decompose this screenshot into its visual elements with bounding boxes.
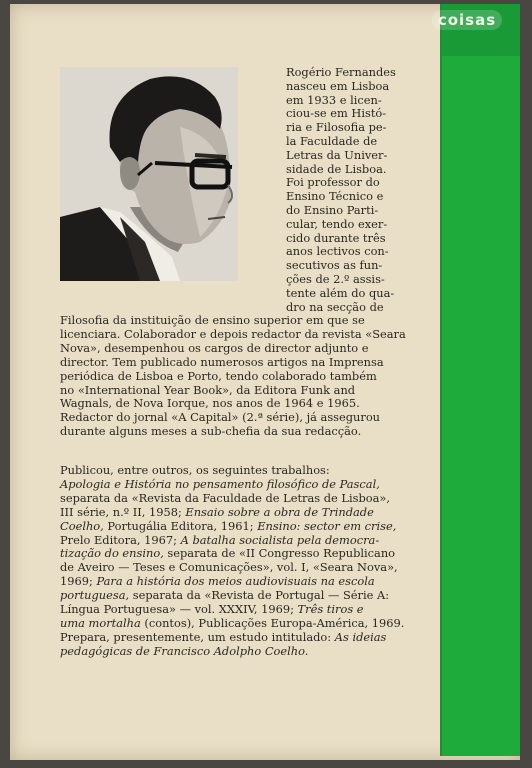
bio-right-line: cido durante três	[286, 230, 386, 245]
works-line: Prelo Editora, 1967; A batalha socialista pela democra-	[60, 532, 380, 547]
bio-right-line: nasceu em Lisboa	[286, 78, 390, 93]
watermark-logo: coisas	[432, 10, 502, 30]
bio-right-line: dro na secção de	[286, 299, 384, 314]
bio-right-line: ria e Filosofia pe-	[286, 120, 387, 135]
author-portrait-drawing	[60, 67, 238, 281]
bio-right-line: Rogério Fernandes	[286, 65, 396, 79]
bio-right-line: Foi professor do	[286, 175, 380, 190]
bio-right-line: secutivos as fun-	[286, 258, 383, 273]
bio-right-line: anos lectivos con-	[286, 244, 389, 259]
works-line: de Aveiro — Teses e Comunicações», vol. I, «Seara Nova»,	[60, 560, 398, 575]
bio-line: director. Tem publicado numerosos artigos na Imprensa	[60, 354, 384, 369]
work-title: A batalha socialista pela democra-	[180, 532, 380, 547]
bio-line: Redactor do jornal «A Capital» (2.ª série), já assegurou	[60, 410, 381, 425]
bio-right-line: sidade de Lisboa.	[286, 161, 387, 176]
work-title: Apologia e História no pensamento filosófico de Pascal,	[60, 476, 380, 491]
works-line: Prepara, presentemente, um estudo intitulado: As ideias	[60, 629, 387, 644]
works-line: Coelho, Portugália Editora, 1961; Ensino: sector em crise,	[60, 518, 397, 533]
works-intro: Publicou, entre outros, os seguintes trabalhos:	[60, 463, 330, 477]
bio-line: durante alguns meses a sub-chefia da sua redacção.	[60, 424, 362, 439]
bio-right-line: em 1933 e licen-	[286, 92, 382, 107]
works-line: 1969; Para a história dos meios audiovisuais na escola	[60, 574, 375, 589]
bio-right-column	[286, 66, 428, 314]
work-title: Três tiros e	[297, 602, 364, 617]
work-title: tização do ensino,	[60, 546, 164, 561]
green-spine-band	[440, 4, 520, 756]
works-list	[60, 464, 432, 659]
bio-right-line: ções de 2.º assis-	[286, 271, 385, 286]
works-line: separata da «Revista da Faculdade de Letras de Lisboa»,	[60, 490, 390, 505]
work-title: uma mortalha	[60, 615, 141, 630]
works-line	[60, 478, 432, 492]
work-title: Ensino: sector em crise,	[257, 518, 397, 533]
bio-continuation	[60, 314, 430, 439]
work-title: Coelho,	[60, 518, 104, 533]
works-line: Língua Portuguesa» — vol. XXXIV, 1969; Três tiros e	[60, 602, 364, 617]
bio-line: periódica de Lisboa e Porto, tendo colaborado também	[60, 368, 377, 383]
bio-line: licenciara. Colaborador e depois redactor da revista «Seara	[60, 326, 406, 341]
bio-line: Wagnals, de Nova Iorque, nos anos de 1964 e 1965.	[60, 396, 360, 411]
work-title: As ideias	[334, 629, 387, 644]
work-title: Para a história dos meios audiovisuais na escola	[96, 574, 375, 589]
work-title: pedagógicas de Francisco Adolpho Coelho.	[60, 643, 309, 658]
works-line: III série, n.º II, 1958; Ensaio sobre a obra de Trindade	[60, 504, 374, 519]
works-line	[60, 645, 432, 659]
bio-right-line: ciou-se em Histó-	[286, 106, 387, 121]
work-title: Ensaio sobre a obra de Trindade	[185, 504, 374, 519]
works-line: tização do ensino, separata de «II Congresso Republicano	[60, 546, 396, 561]
bio-line: Nova», desempenhou os cargos de director adjunto e	[60, 340, 369, 355]
bio-line: no «International Year Book», da Editora Funk and	[60, 382, 356, 397]
works-line: uma mortalha (contos), Publicações Europa-América, 1969.	[60, 615, 405, 630]
bio-line: Filosofia da instituição de ensino superior em que se	[60, 313, 365, 327]
bio-right-line: Ensino Técnico e	[286, 189, 384, 204]
work-title: portuguesa,	[60, 588, 130, 603]
bio-right-line: cular, tendo exer-	[286, 216, 388, 231]
works-line: portuguesa, separata da «Revista de Portugal — Série A:	[60, 588, 390, 603]
bio-right-line: do Ensino Parti-	[286, 202, 379, 217]
bio-right-line: Letras da Univer-	[286, 147, 388, 162]
bio-right-line: tente além do qua-	[286, 285, 395, 300]
bio-right-line: la Faculdade de	[286, 133, 378, 148]
author-portrait	[60, 67, 238, 281]
